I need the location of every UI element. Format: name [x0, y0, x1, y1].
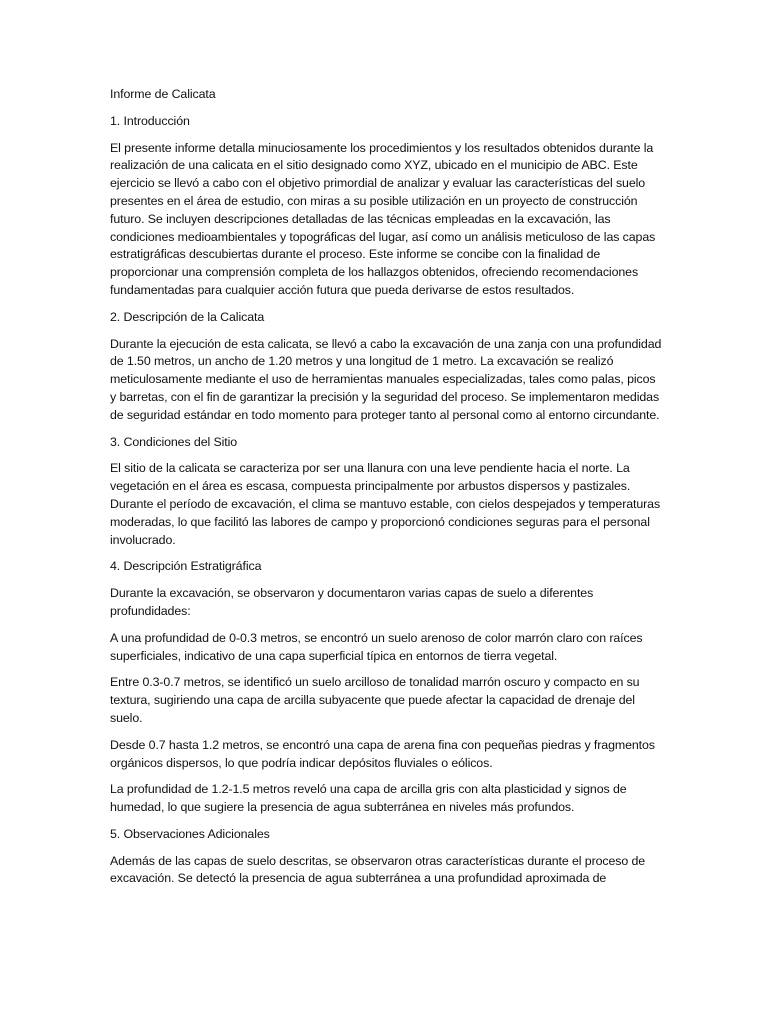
paragraph: Durante la ejecución de esta calicata, se llevó a cabo la excavación de una zanja con una profundidad de 1.50 metros, un ancho de 1.20 metros y una longitud de 1 metro. La excavación se realizó meticulosamente mediante el uso de herramientas manuales especializadas, tales como palas, picos y barretas, con el fin de garantizar la precisión y la seguridad del proceso. Se implementaron medidas de seguridad estándar en todo momento para proteger tanto al personal como al entorno circundante.: [110, 336, 662, 422]
section-heading-descripcion-estratigrafica: 4. Descripción Estratigráfica: [110, 559, 262, 574]
section-heading-condiciones-sitio: 3. Condiciones del Sitio: [110, 434, 238, 449]
paragraph: Entre 0.3-0.7 metros, se identificó un suelo arcilloso de tonalidad marrón oscuro y compacto en su textura, sugiriendo una capa de arcilla subyacente que puede afectar la capacidad de drenaje del suelo.: [110, 675, 640, 725]
paragraph: A una profundidad de 0-0.3 metros, se encontró un suelo arenoso de color marrón claro con raíces superficiales, indicativo de una capa superficial típica en entornos de tierra vegetal.: [110, 630, 643, 663]
section-heading-observaciones-adicionales: 5. Observaciones Adicionales: [110, 826, 270, 841]
document-body: [110, 86, 662, 897]
section-heading-descripcion-calicata: 2. Descripción de la Calicata: [110, 309, 265, 324]
paragraph: La profundidad de 1.2-1.5 metros reveló una capa de arcilla gris con alta plasticidad y signos de humedad, lo que sugiere la presencia de agua subterránea en niveles más profundos.: [110, 782, 627, 815]
document-title: Informe de Calicata: [110, 87, 216, 101]
paragraph: El presente informe detalla minuciosamente los procedimientos y los resultados obtenidos durante la realización de una calicata en el sitio designado como XYZ, ubicado en el municipio de ABC. Este ejercicio se llevó a cabo con el objetivo primordial de analizar y evaluar las características del suelo presentes en el área de estudio, con miras a su posible utilización en un proyecto de construcción futuro. Se incluyen descripciones detalladas de las técnicas empleadas en la excavación, las condiciones medioambientales y topográficas del lugar, así como un análisis meticuloso de las capas estratigráficas descubiertas durante el proceso. Este informe se concibe con la finalidad de proporcionar una comprensión completa de los hallazgos obtenidos, ofreciendo recomendaciones fundamentadas para cualquier acción futura que pueda derivarse de estos resultados.: [110, 140, 656, 297]
paragraph: Además de las capas de suelo descritas, se observaron otras características durante el proceso de excavación. Se detectó la presencia de agua subterránea a una profundidad aproximada de: [110, 853, 646, 886]
paragraph: Durante la excavación, se observaron y documentaron varias capas de suelo a diferentes profundidades:: [110, 586, 594, 618]
section-heading-introduccion: 1. Introducción: [110, 113, 190, 128]
paragraph: Desde 0.7 hasta 1.2 metros, se encontró una capa de arena fina con pequeñas piedras y fragmentos orgánicos dispersos, lo que podría indicar depósitos fluviales o eólicos.: [110, 737, 655, 770]
paragraph: El sitio de la calicata se caracteriza por ser una llanura con una leve pendiente hacia el norte. La vegetación en el área es escasa, compuesta principalmente por arbustos dispersos y pastizales. Durante el período de excavación, el clima se mantuvo estable, con cielos despejados y temperaturas moderadas, lo que facilitó las labores de campo y proporcionó condiciones seguras para el personal involucrado.: [110, 461, 661, 547]
